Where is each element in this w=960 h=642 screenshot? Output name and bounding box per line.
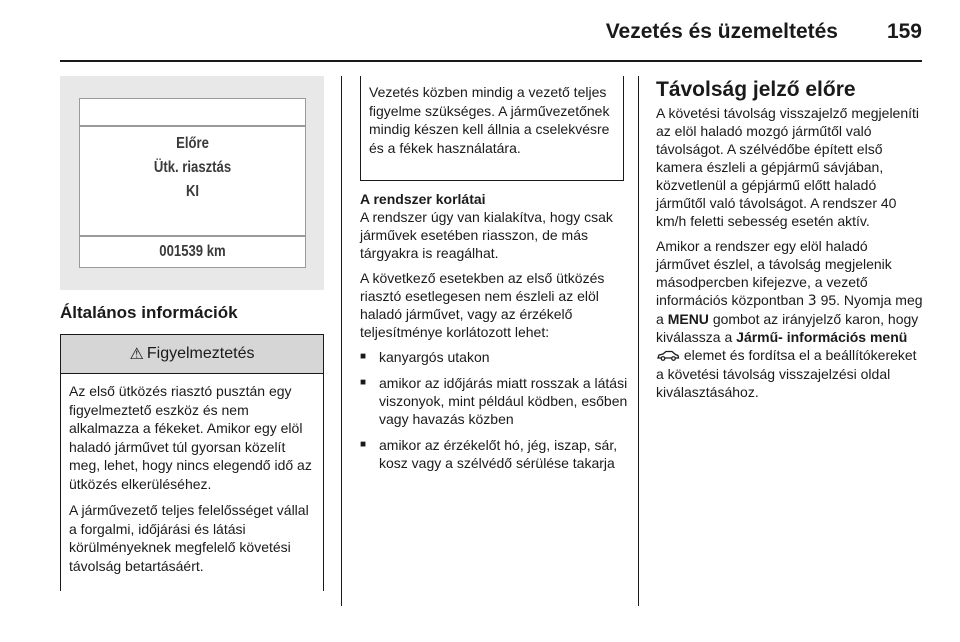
page-reference-arrow-icon: 3 [807, 293, 817, 309]
menu-item-label: Jármű- információs menü [736, 329, 908, 345]
text-run: . Nyomja meg a [656, 292, 923, 327]
body-paragraph: A rendszer úgy van kialakítva, hogy csak járművek esetében riasszon, de más tárgyakra is reagálhat. [360, 209, 613, 261]
warning-header [61, 335, 323, 374]
warning-box [60, 334, 324, 591]
header-rule [60, 60, 922, 62]
car-icon [656, 347, 680, 365]
display-line-1: Előre [176, 135, 209, 152]
warning-triangle-icon: ⚠ [129, 346, 144, 363]
notice-text: Vezetés közben mindig a vezető teljes figyelme szükséges. A járművezetőnek mindig készen kell állnia a cselekvésre és a fékek használatára. [369, 84, 610, 156]
warning-body [61, 374, 323, 575]
display-screen [79, 98, 306, 268]
list-item: ■ amikor az érzékelőt hó, jég, iszap, sár, kosz vagy a szélvédő sérülése takarja [360, 436, 628, 472]
bullet-list [360, 348, 628, 472]
subheading: A rendszer korlátai [360, 191, 486, 207]
body-paragraph [656, 237, 924, 401]
text-run: elemet és fordítsa el a beállítókereket a követési távolság visszajelzési oldal kiválasztásához. [656, 347, 917, 401]
header-title: Vezetés és üzemeltetés [605, 20, 838, 43]
column-divider [341, 76, 342, 606]
body-paragraph: A következő esetekben az első ütközés riasztó esetlegesen nem észleli az elöl haladó járművet, vagy az érzékelő teljesítménye korlátozott lehet: [360, 270, 605, 340]
column-divider [638, 76, 639, 606]
display-line-2: Ütk. riasztás [153, 159, 232, 176]
section-heading: Távolság jelző előre [656, 78, 856, 101]
text-run: gombot az irányjelző karon, hogy kiválassza a [656, 311, 919, 345]
page-reference-link[interactable]: 95 [820, 292, 837, 308]
body-paragraph: A követési távolság visszajelző megjeleníti az elöl haladó mozgó járműtől való távolságot. A szélvédőbe épített első kamera észleli a gépjármű sávjában, közvetlenül a gépjármű előtt haladó járműtől való távolságot. A rendszer 40 km/h feletti sebesség esetén aktív. [656, 105, 920, 229]
warning-title: Figyelmeztetés [146, 345, 255, 362]
menu-key-label: MENU [667, 311, 709, 327]
display-divider [80, 235, 305, 237]
list-item: ■ kanyargós utakon [360, 348, 628, 366]
system-limits-section [360, 190, 628, 480]
page-number: 159 [886, 20, 922, 43]
text-run: Amikor a rendszer egy elöl haladó járművet észlel, a távolság megjelenik másodpercben kifejezve, a vezető információs központban [656, 238, 892, 308]
odometer-reading: 001539 km [159, 243, 226, 260]
notice-box [360, 76, 624, 181]
distance-indication-section [656, 78, 924, 408]
section-heading: Általános információk [60, 303, 238, 322]
driver-display-illustration [60, 76, 324, 290]
list-item: ■ amikor az időjárás miatt rosszak a látási viszonyok, mint például ködben, esőben vagy havazás közben [360, 374, 628, 428]
display-line-3: KI [185, 183, 200, 200]
display-divider [80, 125, 305, 127]
warning-paragraph: Az első ütközés riasztó pusztán egy figyelmeztető eszköz és nem alkalmazza a fékeket. Amikor egy elöl haladó járművet túl gyorsan közelít meg, lehet, hogy nincs elegendő idő az ütközés elkerüléséhez. [69, 383, 312, 492]
warning-paragraph: A járművezető teljes felelősséget vállal a forgalmi, időjárási és látási körülményeknek megfelelő követési távolság betartásáért. [69, 502, 309, 574]
